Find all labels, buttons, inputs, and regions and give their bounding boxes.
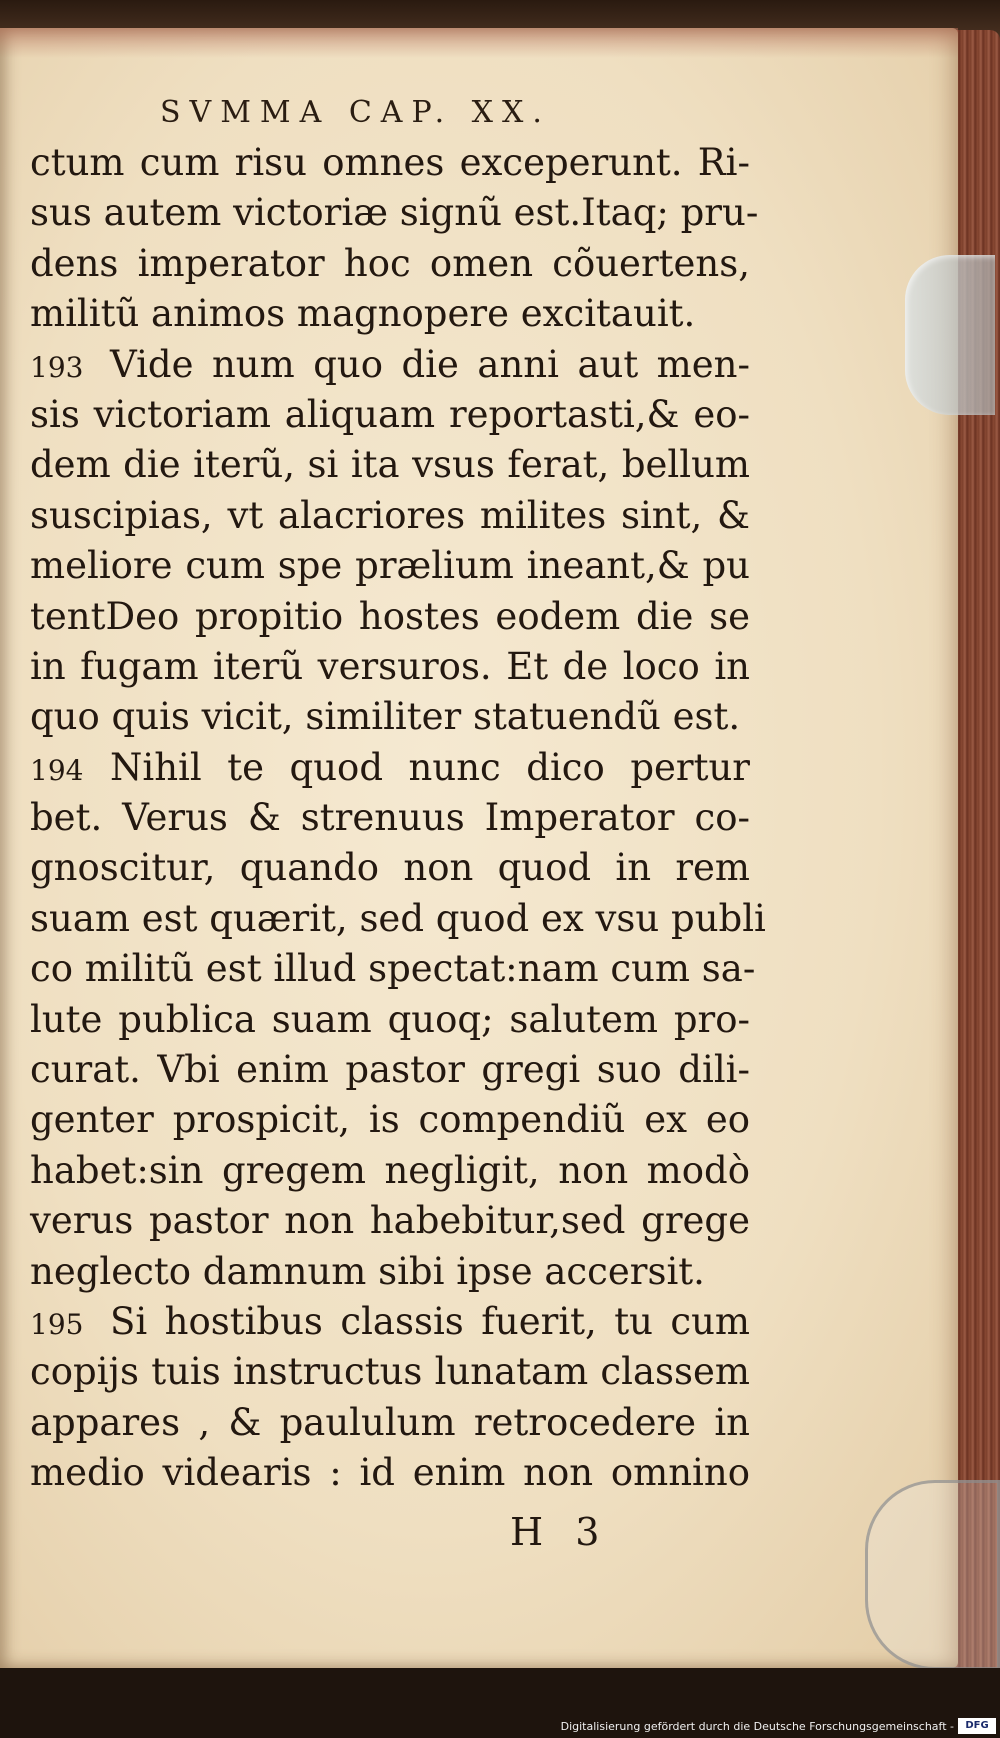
line-text: quo quis vicit, similiter statuendũ est. <box>30 695 741 739</box>
text-line <box>30 289 750 339</box>
text-line <box>30 541 750 591</box>
line-text: militũ animos magnopere excitauit. <box>30 292 696 336</box>
text-line <box>30 138 750 188</box>
running-header: SVMMA CAP. XX. <box>160 95 551 130</box>
text-line <box>30 743 750 793</box>
line-text: in fugam iterũ versuros. Et de loco in <box>30 644 750 688</box>
text-line <box>30 491 750 541</box>
line-text: neglecto damnum sibi ipse accersit. <box>30 1249 705 1293</box>
line-text: habet:sin gregem negligit, non modò <box>30 1148 750 1192</box>
text-line <box>30 592 750 642</box>
page-top-edge <box>0 28 958 58</box>
glass-clip-bottom <box>865 1480 1000 1670</box>
line-text: Vide num quo die anni aut men- <box>110 342 750 386</box>
text-line <box>30 1347 750 1397</box>
line-text: curat. Vbi enim pastor gregi suo dili- <box>30 1048 750 1092</box>
line-text: genter prospicit, is compendiũ ex eo <box>30 1098 750 1142</box>
text-line <box>30 1448 750 1498</box>
text-line <box>30 944 756 994</box>
text-line <box>30 1398 750 1448</box>
text-line <box>30 1045 750 1095</box>
page-body <box>30 138 766 1499</box>
text-line <box>30 440 750 490</box>
line-text: dens imperator hoc omen cõuertens, <box>30 241 750 285</box>
line-text: sus autem victoriæ signũ est.Itaq; pru- <box>30 191 759 235</box>
text-line <box>30 239 750 289</box>
text-line <box>30 1196 750 1246</box>
line-text: sis victoriam aliquam reportasti,& eo- <box>30 392 750 436</box>
line-text: meliore cum spe prælium ineant,& pu <box>30 544 750 588</box>
text-line <box>30 843 750 893</box>
text-line <box>30 1297 750 1347</box>
text-line <box>30 1095 750 1145</box>
line-text: bet. Verus & strenuus Imperator co- <box>30 796 750 840</box>
line-text: gnoscitur, quando non quod in rem <box>30 846 750 890</box>
line-text: verus pastor non habebitur,sed grege <box>30 1199 750 1243</box>
text-line <box>30 894 766 944</box>
text-line <box>30 642 750 692</box>
text-line <box>30 340 750 390</box>
text-line <box>30 390 750 440</box>
text-line <box>30 793 750 843</box>
line-text: medio videaris : id enim non omnino <box>30 1451 750 1495</box>
signature-mark: H 3 <box>510 1510 610 1554</box>
text-line <box>30 1247 750 1297</box>
text-line <box>30 188 759 238</box>
text-line <box>30 692 750 742</box>
line-text: copijs tuis instructus lunatam classem <box>30 1350 750 1394</box>
digitization-credit: Digitalisierung gefördert durch die Deutsche Forschungsgemeinschaft - <box>560 1720 954 1733</box>
glass-clip-top <box>905 255 995 415</box>
margin-number: 193 <box>30 350 84 384</box>
line-text: suam est quærit, sed quod ex vsu publi <box>30 896 766 940</box>
line-text: Si hostibus classis fuerit, tu cum <box>110 1299 750 1343</box>
line-text: lute publica suam quoq; salutem pro- <box>30 997 750 1041</box>
dfg-logo: DFG <box>958 1718 996 1734</box>
line-text: appares , & paululum retrocedere in <box>30 1400 750 1444</box>
text-line <box>30 1146 750 1196</box>
text-line <box>30 995 750 1045</box>
line-text: dem die iterũ, si ita vsus ferat, bellum <box>30 443 750 487</box>
margin-number: 195 <box>30 1307 84 1341</box>
line-text: co militũ est illud spectat:nam cum sa- <box>30 947 756 991</box>
line-text: tentDeo propitio hostes eodem die se <box>30 594 750 638</box>
line-text: ctum cum risu omnes exceperunt. Ri- <box>30 141 750 184</box>
line-text: Nihil te quod nunc dico pertur <box>110 745 750 789</box>
margin-number: 194 <box>30 753 84 787</box>
line-text: suscipias, vt alacriores milites sint, & <box>30 493 750 537</box>
